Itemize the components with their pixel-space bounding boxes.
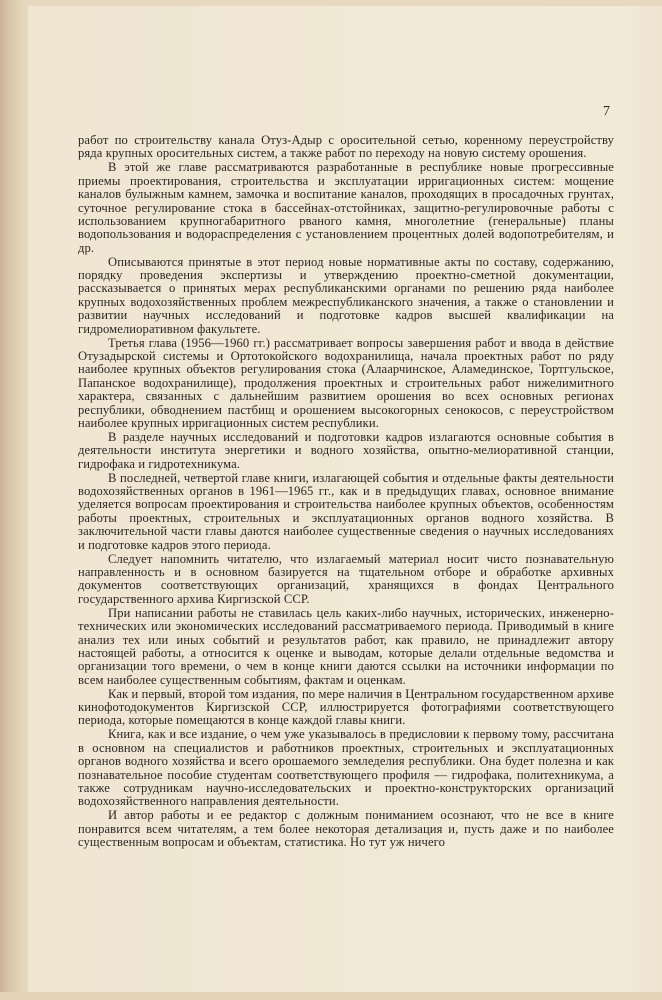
paragraph: Книга, как и все издание, о чем уже указывалось в предисловии к первому тому, рассчитана в основном на специалистов и работников проектных, строительных и эксплуатационных органов водного хозяйства и всего орошаемого земледелия республики. Она будет полезна и как познавательное пособие студентам соответствующего профиля — гидрофака, политехникума, а также сотрудникам научно-исследовательских и проектно-конструкторских организаций водохозяйственного направления деятельности. <box>78 727 614 809</box>
page-number: 7 <box>603 104 610 119</box>
paragraph: В разделе научных исследований и подготовки кадров излагаются основные события в деятельности института энергетики и водного хозяйства, опытно-мелиоративной станции, гидрофака и гидротехникума. <box>78 429 614 471</box>
page-bottom-edge <box>0 992 662 1000</box>
paragraph: Следует напомнить читателю, что излагаемый материал носит чисто познавательную направленность и в основном базируется на тщательном отборе и обработке архивных документов соответствующих организаций, хранящихся в фондах Центрального государственного архива Киргизской ССР. <box>78 551 614 606</box>
paragraph: Описываются принятые в этот период новые нормативные акты по составу, содержанию, порядку проведения экспертизы и утверждению проектно-сметной документации, рассказывается о принятых мерах республиканскими органами по решению ряда наиболее крупных водохозяйственных проблем межреспубликанского значения, а также о становлении и развитии научных исследований и подготовке кадров высшей квалификации на гидромелиоративном факультете. <box>78 254 614 336</box>
body-text <box>78 134 614 850</box>
page-top-edge <box>28 0 662 6</box>
paragraph: Как и первый, второй том издания, по мере наличия в Центральном государственном архиве кинофотодокументов Киргизской ССР, иллюстрируется фотографиями соответствующего периода, которые помещаются в конце каждой главы книги. <box>78 686 614 728</box>
paragraph: работ по строительству канала Отуз-Адыр с оросительной сетью, коренному переустройству ряда крупных оросительных систем, а также работ по переходу на новую систему орошения. <box>78 133 614 161</box>
page-spine-shadow <box>0 0 28 1000</box>
paragraph: При написании работы не ставилась цель каких-либо научных, исторических, инженерно-технических или экономических исследований рассматриваемого периода. Приводимый в книге анализ тех или иных событий и результатов работ, как правило, не принадлежит автору настоящей работы, а относится к оценке и выводам, которые делали отдельные ведомства и организации того времени, о чем в конце книги даются ссылки на источники информации по всем наиболее существенным событиям, фактам и оценкам. <box>78 605 614 687</box>
paragraph: Третья глава (1956—1960 гг.) рассматривает вопросы завершения работ и ввода в действие Отузадырской системы и Ортотокойского водохранилища, начала проектных работ по ряду наиболее крупных объектов регулирования стока (Алаарчинское, Аламединское, Тортгульское, Папанское водохранилище), продолжения проектных и строительных работ нижелимитного характера, связанных с дальнейшим развитием орошения во всех основных регионах республики, обводнением пастбищ и орошением высокогорных сенокосов, с переустройством наиболее крупных ирригационных систем республики. <box>78 335 614 431</box>
paragraph: В этой же главе рассматриваются разработанные в республике новые прогрессивные приемы проектирования, строительства и эксплуатации ирригационных систем: мощение каналов булыжным камнем, замочка и воспитание каналов, проходящих в просадочных грунтах, суточное регулирование стока в бассейнах-отстойниках, защитно-регулировочные работы с использованием крупногабаритного рваного камня, многолетние (генеральные) планы водопользования и водораспределения с установлением процентных долей водопотребителям, и др. <box>78 160 614 255</box>
paragraph: И автор работы и ее редактор с должным пониманием осознают, что не все в книге понравится всем читателям, а тем более некоторая детализация и, пусть даже и по наиболее существенным вопросам и объектам, статистика. Но тут уж ничего <box>78 808 614 850</box>
paragraph: В последней, четвертой главе книги, излагающей события и отдельные факты деятельности водохозяйственных органов в 1961—1965 гг., как и в предыдущих главах, основное внимание уделяется вопросам проектирования и строительства наиболее крупных объектов, особенностям работы проектных, строительных и эксплуатационных органов водного хозяйства. В заключительной части главы даются наиболее существенные сведения о научных исследованиях и подготовке кадров этого периода. <box>78 470 614 552</box>
